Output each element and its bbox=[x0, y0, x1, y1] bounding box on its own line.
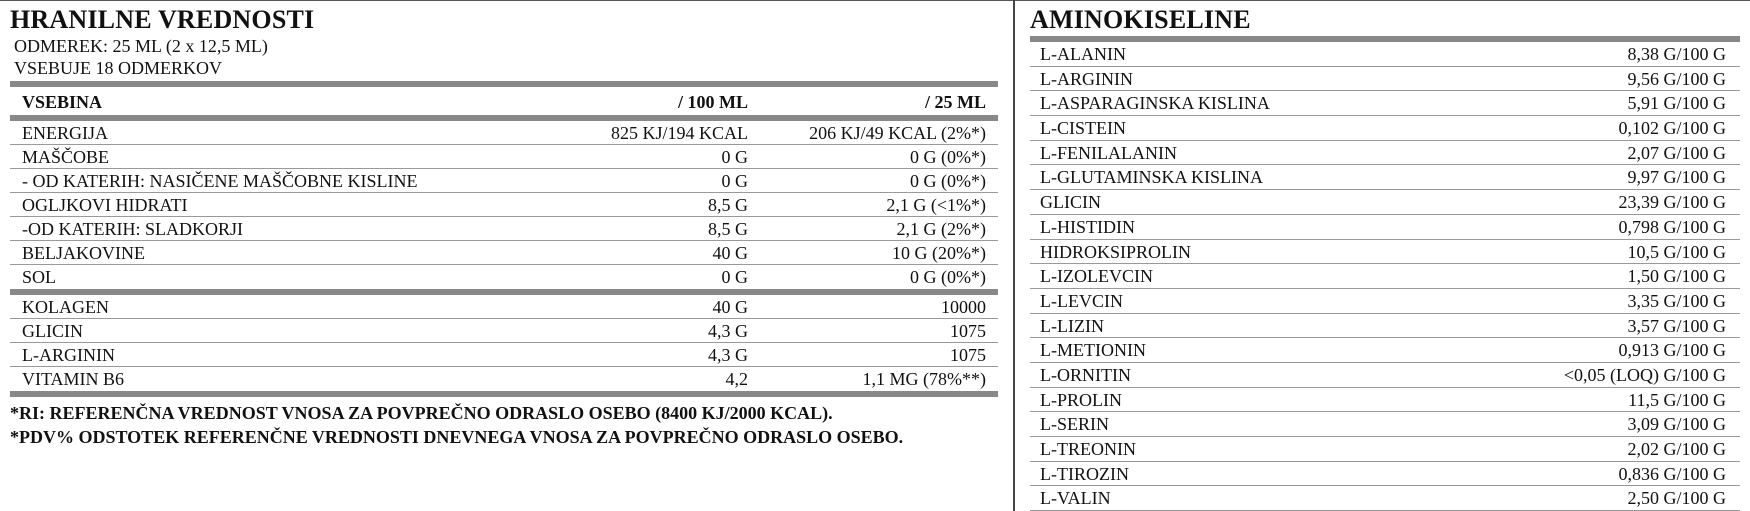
amino-row bbox=[1030, 338, 1740, 363]
per25-value: 0 G (0%*) bbox=[910, 147, 986, 167]
amino-row bbox=[1030, 116, 1740, 141]
amino-name: L-LEVCIN bbox=[1040, 290, 1123, 311]
amino-name: L-TIROZIN bbox=[1040, 463, 1129, 484]
amino-row bbox=[1030, 215, 1740, 240]
nutrient-label: ENERGIJA bbox=[22, 123, 108, 143]
per25-value: 2,1 G (<1%*) bbox=[886, 195, 986, 215]
amino-value: 1,50 G/100 G bbox=[1627, 266, 1726, 287]
per100-value: 8,5 G bbox=[708, 219, 748, 239]
per25-value: 1,1 MG (78%**) bbox=[862, 369, 986, 389]
per25-value: 0 G (0%*) bbox=[910, 267, 986, 287]
amino-name: L-IZOLEVCIN bbox=[1040, 266, 1153, 287]
amino-value: 0,836 G/100 G bbox=[1618, 463, 1726, 484]
amino-name: GLICIN bbox=[1040, 192, 1101, 213]
amino-value: 3,35 G/100 G bbox=[1627, 290, 1726, 311]
amino-row bbox=[1030, 240, 1740, 265]
amino-name: L-PROLIN bbox=[1040, 389, 1122, 410]
per25-value: 1075 bbox=[950, 345, 986, 365]
header-label: VSEBINA bbox=[22, 92, 103, 112]
nutrition-row bbox=[10, 295, 998, 319]
nutrient-label: GLICIN bbox=[22, 321, 83, 341]
amino-value: 0,102 G/100 G bbox=[1618, 118, 1726, 139]
per25-value: 10 G (20%*) bbox=[892, 243, 986, 263]
amino-row bbox=[1030, 264, 1740, 289]
amino-name: HIDROKSIPROLIN bbox=[1040, 241, 1192, 262]
amino-value: 23,39 G/100 G bbox=[1618, 192, 1726, 213]
amino-value: 3,57 G/100 G bbox=[1627, 315, 1726, 336]
amino-value: 3,09 G/100 G bbox=[1627, 414, 1726, 435]
nutrition-row bbox=[10, 343, 998, 367]
amino-name: L-METIONIN bbox=[1040, 340, 1146, 361]
per25-value: 10000 bbox=[941, 297, 986, 317]
per100-value: 8,5 G bbox=[708, 195, 748, 215]
nutrition-row bbox=[10, 241, 998, 265]
footnote-pdv: *PDV% ODSTOTEK REFERENČNE VREDNOSTI DNEVNEGA VNOSA ZA POVPREČNO ODRASLO OSEBO. bbox=[10, 427, 904, 447]
nutrition-group-main bbox=[10, 121, 998, 289]
per100-value: 0 G bbox=[721, 171, 748, 191]
per100-value: 825 KJ/194 KCAL bbox=[610, 123, 748, 143]
nutrition-title: HRANILNE VREDNOSTI bbox=[10, 5, 315, 34]
header-per100: / 100 ML bbox=[678, 92, 748, 112]
amino-panel bbox=[1030, 0, 1740, 511]
amino-name: L-TREONIN bbox=[1040, 439, 1136, 459]
nutrition-panel bbox=[10, 0, 998, 449]
nutrient-label: -OD KATERIH: SLADKORJI bbox=[22, 219, 243, 239]
nutrition-row bbox=[10, 319, 998, 343]
per25-value: 206 KJ/49 KCAL (2%*) bbox=[809, 123, 986, 143]
per100-value: 40 G bbox=[712, 243, 748, 263]
panel-divider bbox=[1013, 0, 1015, 511]
amino-value: <0,05 (LOQ) G/100 G bbox=[1563, 364, 1726, 385]
per100-value: 0 G bbox=[721, 147, 748, 167]
amino-name: L-ALANIN bbox=[1040, 44, 1126, 64]
amino-row bbox=[1030, 314, 1740, 339]
amino-row bbox=[1030, 437, 1740, 462]
amino-row bbox=[1030, 388, 1740, 413]
amino-row bbox=[1030, 289, 1740, 314]
amino-title: AMINOKISELINE bbox=[1030, 5, 1251, 34]
per100-value: 40 G bbox=[712, 297, 748, 317]
amino-row bbox=[1030, 141, 1740, 166]
amino-value: 11,5 G/100 G bbox=[1628, 389, 1726, 410]
amino-name: L-LIZIN bbox=[1040, 315, 1104, 336]
nutrition-row bbox=[10, 265, 998, 289]
amino-name: L-HISTIDIN bbox=[1040, 216, 1135, 237]
amino-name: L-ASPARAGINSKA KISLINA bbox=[1040, 93, 1270, 114]
divider-bar bbox=[10, 391, 998, 397]
amino-list bbox=[1030, 42, 1740, 511]
nutrient-label: SOL bbox=[22, 267, 57, 287]
nutrient-label: - OD KATERIH: NASIČENE MAŠČOBNE KISLINE bbox=[22, 171, 418, 191]
amino-row bbox=[1030, 165, 1740, 190]
amino-name: L-FENILALANIN bbox=[1040, 142, 1177, 163]
nutrition-row bbox=[10, 193, 998, 217]
amino-name: L-ORNITIN bbox=[1040, 364, 1131, 385]
nutrition-row bbox=[10, 217, 998, 241]
amino-row bbox=[1030, 67, 1740, 92]
per25-value: 2,1 G (2%*) bbox=[896, 219, 986, 239]
amino-name: L-GLUTAMINSKA KISLINA bbox=[1040, 167, 1264, 188]
servings-count: VSEBUJE 18 ODMERKOV bbox=[14, 58, 223, 78]
amino-value: 8,38 G/100 G bbox=[1627, 44, 1726, 64]
footnotes bbox=[10, 401, 998, 449]
per100-value: 4,2 bbox=[725, 369, 748, 389]
nutrient-label: VITAMIN B6 bbox=[22, 369, 125, 389]
header-per25: / 25 ML bbox=[925, 92, 986, 112]
nutrition-group-extra bbox=[10, 295, 998, 391]
amino-value: 2,07 G/100 G bbox=[1627, 142, 1726, 163]
nutrition-row bbox=[10, 367, 998, 391]
amino-name: L-CISTEIN bbox=[1040, 118, 1126, 139]
amino-value: 0,798 G/100 G bbox=[1618, 216, 1726, 237]
amino-value: 2,50 G/100 G bbox=[1627, 488, 1726, 509]
per25-value: 0 G (0%*) bbox=[910, 171, 986, 191]
per25-value: 1075 bbox=[950, 321, 986, 341]
per100-value: 4,3 G bbox=[708, 321, 748, 341]
nutrient-label: MAŠČOBE bbox=[22, 147, 110, 167]
nutrition-header-row bbox=[10, 87, 998, 115]
amino-row bbox=[1030, 91, 1740, 116]
footnote-ri: *RI: REFERENČNA VREDNOST VNOSA ZA POVPREČNO ODRASLO OSEBO (8400 KJ/2000 KCAL). bbox=[10, 403, 833, 423]
nutrient-label: KOLAGEN bbox=[22, 297, 109, 317]
amino-value: 5,91 G/100 G bbox=[1627, 93, 1726, 114]
amino-row bbox=[1030, 363, 1740, 388]
amino-row bbox=[1030, 42, 1740, 67]
amino-row bbox=[1030, 462, 1740, 487]
amino-row bbox=[1030, 412, 1740, 437]
per100-value: 0 G bbox=[721, 267, 748, 287]
amino-value: 9,56 G/100 G bbox=[1627, 68, 1726, 89]
amino-name: L-VALIN bbox=[1040, 488, 1111, 509]
serving-size: ODMEREK: 25 ML (2 x 12,5 ML) bbox=[14, 36, 268, 56]
amino-row bbox=[1030, 190, 1740, 215]
amino-value: 9,97 G/100 G bbox=[1627, 167, 1726, 188]
nutrition-row bbox=[10, 169, 998, 193]
nutrient-label: BELJAKOVINE bbox=[22, 243, 145, 263]
nutrition-row bbox=[10, 121, 998, 145]
amino-value: 10,5 G/100 G bbox=[1627, 241, 1726, 262]
amino-value: 0,913 G/100 G bbox=[1618, 340, 1726, 361]
per100-value: 4,3 G bbox=[708, 345, 748, 365]
amino-row bbox=[1030, 486, 1740, 511]
amino-name: L-ARGININ bbox=[1040, 68, 1133, 89]
nutrient-label: OGLJKOVI HIDRATI bbox=[22, 195, 188, 215]
nutrition-row bbox=[10, 145, 998, 169]
amino-value: 2,02 G/100 G bbox=[1627, 439, 1726, 459]
nutrient-label: L-ARGININ bbox=[22, 345, 115, 365]
amino-name: L-SERIN bbox=[1040, 414, 1109, 435]
